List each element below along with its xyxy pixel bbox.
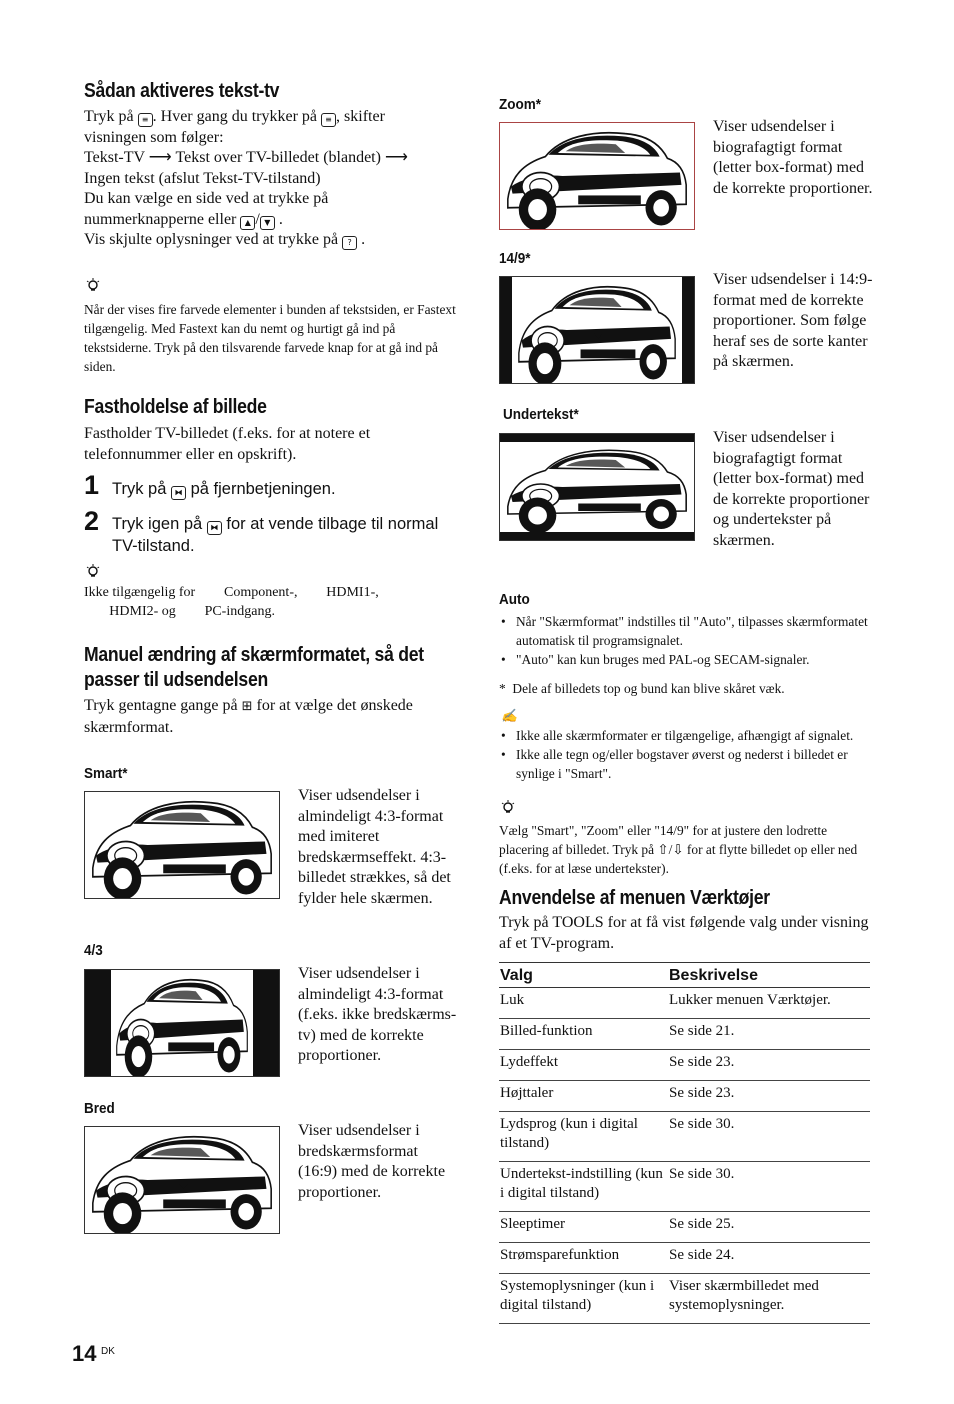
list-item: • "Auto" kan kun bruges med PAL-og SECAM-signaler. bbox=[499, 650, 871, 669]
teletext-tip: Når der vises fire farvede elementer i bunden af tekstsiden, er Fastext tilgængelig. Med Fastext kan du nemt og hurtigt gå ind på tekstsiderne. Tryk på den tilsvarende farvede knap for at gå ind på siden. bbox=[84, 302, 456, 374]
page-up-icon: ▲ bbox=[240, 216, 255, 230]
table-cell-valg: Strømsparefunktion bbox=[499, 1243, 668, 1274]
note-bullets bbox=[499, 726, 871, 783]
table-row bbox=[499, 1081, 870, 1112]
freeze-tip: Ikke tilgængelig for ⇽⃞ Component-, ⇽⃞ HDMI1-, ⇽⃞ HDMI2- og ⇽⃞ PC-indgang. bbox=[84, 585, 379, 619]
format-desc-smart: Viser udsendelser i almindeligt 4:3-format med imiteret bredskærmseffekt. 4:3-billedet strækkes, så det fylder hele skærmen. bbox=[298, 787, 451, 907]
table-cell-valg: Sleeptimer bbox=[499, 1212, 668, 1243]
car-image-43 bbox=[84, 969, 280, 1077]
table-cell-valg: Systemoplysninger (kun i digital tilstand) bbox=[499, 1274, 668, 1324]
table-row bbox=[499, 988, 870, 1019]
table-cell-beskrivelse: Se side 21. bbox=[668, 1019, 870, 1050]
page-down-icon: ▼ bbox=[260, 216, 275, 230]
table-cell-valg: Undertekst-indstilling (kun i digital tilstand) bbox=[499, 1162, 668, 1212]
car-image-smart bbox=[84, 791, 280, 899]
car-image-zoom bbox=[499, 122, 695, 230]
teletext-line-4: Ingen tekst (afslut Tekst-TV-tilstand) bbox=[84, 169, 321, 187]
table-cell-valg: Billed-funktion bbox=[499, 1019, 668, 1050]
table-cell-beskrivelse: Lukker menuen Værktøjer. bbox=[668, 988, 870, 1019]
format-desc-bred: Viser udsendelser i bredskærmsformat (16:9) med de korrekte proportioner. bbox=[298, 1122, 446, 1201]
table-row bbox=[499, 1274, 870, 1324]
table-row bbox=[499, 1019, 870, 1050]
lightbulb-tip-icon bbox=[501, 800, 515, 816]
input-icon: ⇽⃞ bbox=[179, 604, 202, 619]
step-2-text: Tryk igen på ⧓ for at vende tilbage til normal TV-tilstand. bbox=[112, 515, 439, 555]
format-label-43: 4/3 bbox=[84, 942, 103, 959]
table-row bbox=[499, 1112, 870, 1162]
step-1-number: 1 bbox=[84, 470, 100, 500]
table-cell-valg: Lydsprog (kun i digital tilstand) bbox=[499, 1112, 668, 1162]
teletext-button-icon: ≡ bbox=[321, 113, 336, 127]
table-header-row bbox=[499, 963, 870, 988]
format-desc-undertekst: Viser udsendelser i biografagtigt format (letter box-format) med de korrekte proportioner og undertekster på skærmen. bbox=[713, 429, 870, 549]
page-number: 14 bbox=[72, 1341, 97, 1366]
teletext-line-1: Tryk på ≡ . Hver gang du trykker på ≡ , skifter bbox=[84, 108, 385, 125]
table-row bbox=[499, 1162, 870, 1212]
list-item: • Ikke alle tegn og/eller bogstaver øverst og nederst i billedet er synlige i "Smart". bbox=[499, 745, 871, 783]
format-desc-149: Viser udsendelser i 14:9-format med de korrekte proportioner. Som følge heraf ses de sorte kanter på skærmen. bbox=[713, 271, 873, 370]
format-intro: Tryk gentagne gange på ⊞ for at vælge det ønskede skærmformat. bbox=[84, 697, 413, 736]
table-row bbox=[499, 1243, 870, 1274]
table-cell-beskrivelse: Se side 24. bbox=[668, 1243, 870, 1274]
table-row bbox=[499, 1212, 870, 1243]
format-label-undertekst: Undertekst* bbox=[503, 406, 579, 423]
table-header-beskrivelse: Beskrivelse bbox=[668, 963, 870, 988]
table-cell-valg: Højttaler bbox=[499, 1081, 668, 1112]
page-language: DK bbox=[101, 1346, 115, 1357]
table-cell-beskrivelse: Se side 25. bbox=[668, 1212, 870, 1243]
section-heading-teletext: Sådan aktiveres tekst-tv bbox=[84, 80, 280, 102]
format-desc-zoom: Viser udsendelser i biografagtigt format (letter box-format) med de korrekte proportioner. bbox=[713, 118, 873, 197]
wide-mode-icon: ⊞ bbox=[241, 699, 253, 714]
list-item: • Ikke alle skærmformater er tilgængelige, afhængigt af signalet. bbox=[499, 726, 871, 745]
table-header-valg: Valg bbox=[499, 963, 668, 988]
table-cell-beskrivelse: Se side 23. bbox=[668, 1050, 870, 1081]
section-heading-freeze: Fastholdelse af billede bbox=[84, 396, 267, 418]
table-cell-valg: Luk bbox=[499, 988, 668, 1019]
lightbulb-tip-icon bbox=[86, 278, 100, 294]
format-label-smart: Smart* bbox=[84, 765, 128, 782]
tools-table bbox=[499, 962, 870, 1324]
teletext-line-7: Vis skjulte oplysninger ved at trykke på ? . bbox=[84, 231, 366, 248]
car-image-bred bbox=[84, 1126, 280, 1234]
format-label-auto: Auto bbox=[499, 591, 530, 608]
tools-intro: Tryk på TOOLS for at få vist følgende valg under visning af et TV-program. bbox=[499, 914, 869, 952]
teletext-line-2: visningen som følger: bbox=[84, 128, 224, 146]
car-image-undertekst bbox=[499, 433, 695, 541]
freeze-button-icon: ⧓ bbox=[171, 486, 186, 500]
format-desc-43: Viser udsendelser i almindeligt 4:3-format (f.eks. ikke bredskærms-tv) med de korrekte proportioner. bbox=[298, 965, 457, 1064]
freeze-button-icon: ⧓ bbox=[207, 521, 222, 535]
lightbulb-tip-icon bbox=[86, 564, 100, 580]
step-1-text: Tryk på ⧓ på fjernbetjeningen. bbox=[112, 480, 336, 498]
teletext-line-6: nummerknapperne eller ▲ / ▼ . bbox=[84, 210, 283, 228]
section-heading-format: Manuel ændring af skærmformatet, så det passer til udsendelsen bbox=[84, 644, 424, 691]
table-cell-valg: Lydeffekt bbox=[499, 1050, 668, 1081]
table-cell-beskrivelse: Se side 30. bbox=[668, 1162, 870, 1212]
format-footnote: * Dele af billedets top og bund kan blive skåret væk. bbox=[499, 681, 785, 696]
format-tip: Vælg "Smart", "Zoom" eller "14/9" for at justere den lodrette placering af billedet. Tryk på ⇧/⇩ for at flytte billedet op eller ned (f.eks. for at læse undertekster). bbox=[499, 823, 858, 876]
input-icon: ⇽⃞ bbox=[84, 604, 106, 619]
teletext-line-5: Du kan vælge en side ved at trykke på bbox=[84, 190, 329, 207]
car-image-149 bbox=[499, 276, 695, 384]
step-2-number: 2 bbox=[84, 506, 100, 536]
note-pencil-icon: ✍ bbox=[501, 708, 518, 723]
table-cell-beskrivelse: Viser skærmbilledet med systemoplysninger. bbox=[668, 1274, 870, 1324]
section-heading-tools: Anvendelse af menuen Værktøjer bbox=[499, 887, 770, 909]
freeze-intro: Fastholder TV-billedet (f.eks. for at notere et telefonnummer eller en opskrift). bbox=[84, 425, 371, 463]
input-icon: ⇽⃞ bbox=[198, 585, 221, 600]
list-item: • Når "Skærmformat" indstilles til "Auto", tilpasses skærmformatet automatisk til programsignalet. bbox=[499, 612, 871, 650]
input-icon: ⇽⃞ bbox=[300, 585, 323, 600]
table-cell-beskrivelse: Se side 23. bbox=[668, 1081, 870, 1112]
table-cell-beskrivelse: Se side 30. bbox=[668, 1112, 870, 1162]
teletext-line-3: Tekst-TV ⟶ Tekst over TV-billedet (blandet) ⟶ bbox=[84, 149, 408, 166]
format-label-bred: Bred bbox=[84, 1100, 115, 1117]
auto-bullets bbox=[499, 612, 871, 669]
teletext-button-icon: ≡ bbox=[138, 113, 153, 127]
table-row bbox=[499, 1050, 870, 1081]
format-label-zoom: Zoom* bbox=[499, 96, 542, 113]
teletext-body bbox=[84, 107, 454, 251]
format-label-149: 14/9* bbox=[499, 250, 531, 267]
reveal-icon: ? bbox=[342, 236, 357, 250]
